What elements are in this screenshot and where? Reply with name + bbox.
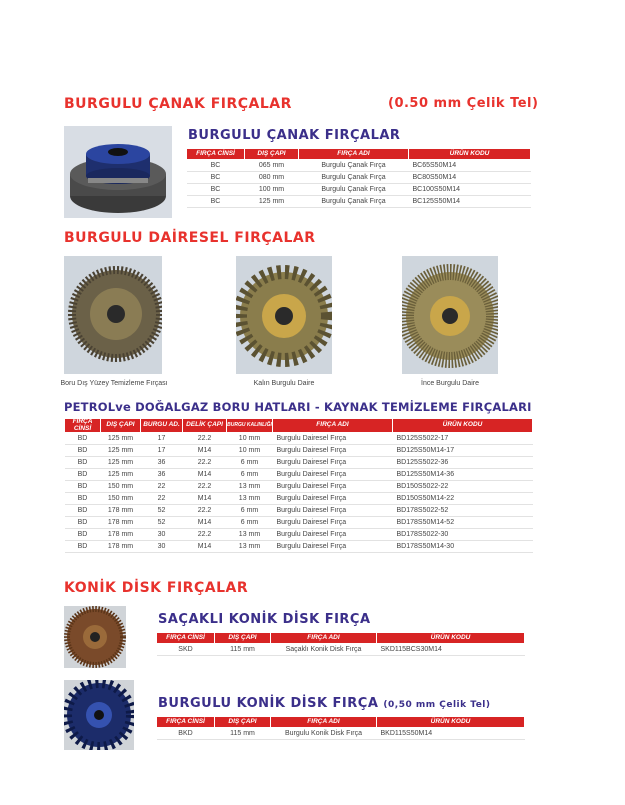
subtitle-twisted-conical-spec: (0,50 mm Çelik Tel) — [383, 700, 491, 710]
col-header: DIŞ ÇAPI — [215, 633, 271, 644]
cell: Burgulu Dairesel Fırça — [273, 517, 393, 529]
twisted-conical-brush-image — [64, 680, 134, 750]
cell: 36 — [141, 457, 183, 469]
table-row — [187, 196, 531, 208]
cell: 125 mm — [101, 469, 141, 481]
subtitle-cup-brushes: BURGULU ÇANAK FIRÇALAR — [188, 128, 401, 143]
table-row — [65, 481, 533, 493]
cell: 178 mm — [101, 541, 141, 553]
col-header: FIRÇA CİNSİ — [157, 633, 215, 644]
cell: 17 — [141, 445, 183, 457]
cell: Burgulu Dairesel Fırça — [273, 505, 393, 517]
cell: 30 — [141, 529, 183, 541]
cell: 22.2 — [183, 505, 227, 517]
table-row — [65, 505, 533, 517]
cell: BD178S5022-30 — [393, 529, 533, 541]
col-header: FIRÇA ADI — [273, 419, 393, 433]
cell: BC65S50M14 — [409, 160, 531, 172]
cell: M14 — [183, 493, 227, 505]
cell: M14 — [183, 541, 227, 553]
cell: 6 mm — [227, 505, 273, 517]
cell: BD — [65, 481, 101, 493]
cell: BD — [65, 457, 101, 469]
cell: 10 mm — [227, 433, 273, 445]
cell: Burgulu Dairesel Fırça — [273, 457, 393, 469]
cell: Burgulu Dairesel Fırça — [273, 481, 393, 493]
cell: BD — [65, 529, 101, 541]
table-row — [65, 433, 533, 445]
cell: BD125S5022-17 — [393, 433, 533, 445]
caption-thick-brush: Kalın Burgulu Daire — [253, 380, 315, 387]
cell: BC80S50M14 — [409, 172, 531, 184]
table-row — [65, 445, 533, 457]
cell: Burgulu Çanak Fırça — [299, 184, 409, 196]
table-row — [157, 728, 525, 740]
cell: 178 mm — [101, 529, 141, 541]
cell: BD150S50M14-22 — [393, 493, 533, 505]
cup-brush-image — [64, 126, 172, 218]
cell: Burgulu Çanak Fırça — [299, 172, 409, 184]
section-title-circular-brushes: BURGULU DAİRESEL FIRÇALAR — [64, 230, 316, 246]
cell: 17 — [141, 433, 183, 445]
cell: BD125S50M14-17 — [393, 445, 533, 457]
cell: 52 — [141, 517, 183, 529]
cell: Burgulu Dairesel Fırça — [273, 469, 393, 481]
cup-brush-table — [186, 148, 531, 208]
cell: 52 — [141, 505, 183, 517]
cell: BD178S50M14-52 — [393, 517, 533, 529]
cell: Burgulu Çanak Fırça — [299, 196, 409, 208]
cell: 22.2 — [183, 433, 227, 445]
cell: BC — [187, 172, 245, 184]
section-spec-wire: (0.50 mm Çelik Tel) — [388, 96, 539, 111]
cell: BKD115S50M14 — [377, 728, 525, 740]
cell: Burgulu Dairesel Fırça — [273, 529, 393, 541]
cell: 150 mm — [101, 481, 141, 493]
cell: BD — [65, 433, 101, 445]
cell: BD125S50M14-36 — [393, 469, 533, 481]
thick-twisted-brush-image — [236, 256, 332, 374]
cell: Burgulu Dairesel Fırça — [273, 493, 393, 505]
cell: BKD — [157, 728, 215, 740]
col-header: FIRÇA CİNSİ — [157, 717, 215, 728]
cell: BC — [187, 160, 245, 172]
subtitle-twisted-conical — [158, 696, 491, 711]
cell: 22.2 — [183, 457, 227, 469]
col-header: DIŞ ÇAPI — [215, 717, 271, 728]
cell: 178 mm — [101, 505, 141, 517]
cell: 36 — [141, 469, 183, 481]
cell: 10 mm — [227, 445, 273, 457]
cell: BD — [65, 469, 101, 481]
cell: BD — [65, 505, 101, 517]
caption-thin-brush: İnce Burgulu Daire — [421, 380, 479, 387]
cell: 125 mm — [101, 457, 141, 469]
cell: Burgulu Çanak Fırça — [299, 160, 409, 172]
cell: BD — [65, 541, 101, 553]
cell: 22.2 — [183, 481, 227, 493]
cell: BD — [65, 517, 101, 529]
twisted-conical-table — [156, 716, 525, 740]
cell: Saçaklı Konik Disk Fırça — [271, 644, 377, 656]
cell: BD150S5022-22 — [393, 481, 533, 493]
col-header: DIŞ ÇAPI — [245, 149, 299, 160]
col-header: ÜRÜN KODU — [377, 633, 525, 644]
table-row — [187, 160, 531, 172]
cell: 115 mm — [215, 728, 271, 740]
cell: Burgulu Konik Disk Fırça — [271, 728, 377, 740]
cell: 6 mm — [227, 469, 273, 481]
cell: 30 — [141, 541, 183, 553]
section-title-cup-brushes: BURGULU ÇANAK FIRÇALAR — [64, 96, 292, 112]
cell: BD178S5022-52 — [393, 505, 533, 517]
col-header: ÜRÜN KODU — [377, 717, 525, 728]
cell: BD — [65, 493, 101, 505]
cell: 080 mm — [245, 172, 299, 184]
cell: 22 — [141, 481, 183, 493]
cell: BD125S5022-36 — [393, 457, 533, 469]
cell: BC — [187, 196, 245, 208]
cell: 13 mm — [227, 541, 273, 553]
cell: 100 mm — [245, 184, 299, 196]
cell: 125 mm — [245, 196, 299, 208]
cell: Burgulu Dairesel Fırça — [273, 433, 393, 445]
cell: SKD — [157, 644, 215, 656]
cell: M14 — [183, 445, 227, 457]
caption-pipe-brush: Boru Dış Yüzey Temizleme Fırçası — [60, 380, 168, 387]
cell: BC125S50M14 — [409, 196, 531, 208]
cell: 6 mm — [227, 457, 273, 469]
col-header: FIRÇA ADI — [299, 149, 409, 160]
pipe-brush-image — [64, 256, 162, 374]
section-title-conical-brushes: KONİK DİSK FIRÇALAR — [64, 580, 249, 596]
cell: Burgulu Dairesel Fırça — [273, 541, 393, 553]
table-row — [65, 457, 533, 469]
table-row — [157, 644, 525, 656]
cell: M14 — [183, 517, 227, 529]
table-row — [65, 493, 533, 505]
subtitle-pipeline-brushes: PETROLve DOĞALGAZ BORU HATLARI - KAYNAK TEMİZLEME FIRÇALARI — [64, 400, 532, 414]
cell: 115 mm — [215, 644, 271, 656]
cell: 125 mm — [101, 433, 141, 445]
cell: SKD115BCS30M14 — [377, 644, 525, 656]
col-header: DELİK ÇAPI — [183, 419, 227, 433]
cell: M14 — [183, 469, 227, 481]
cell: 13 mm — [227, 493, 273, 505]
col-header: BURGU KALINLIĞI — [227, 419, 273, 433]
col-header: FIRÇA CİNSİ — [65, 419, 101, 433]
table-row — [187, 184, 531, 196]
cell: Burgulu Dairesel Fırça — [273, 445, 393, 457]
col-header: FIRÇA ADI — [271, 633, 377, 644]
col-header: DIŞ ÇAPI — [101, 419, 141, 433]
fringed-conical-brush-image — [64, 606, 126, 668]
subtitle-twisted-conical-text: BURGULU KONİK DİSK FIRÇA — [158, 696, 379, 711]
cell: BC100S50M14 — [409, 184, 531, 196]
col-header: FIRÇA CİNSİ — [187, 149, 245, 160]
cell: 22 — [141, 493, 183, 505]
fringed-conical-table — [156, 632, 525, 656]
table-row — [187, 172, 531, 184]
cell: 13 mm — [227, 481, 273, 493]
table-row — [65, 529, 533, 541]
col-header: FIRÇA ADI — [271, 717, 377, 728]
cell: BD178S50M14-30 — [393, 541, 533, 553]
cell: 6 mm — [227, 517, 273, 529]
cell: 178 mm — [101, 517, 141, 529]
cell: 22.2 — [183, 529, 227, 541]
circular-brush-table — [64, 418, 533, 553]
cell: 065 mm — [245, 160, 299, 172]
cell: 150 mm — [101, 493, 141, 505]
subtitle-fringed-conical: SAÇAKLI KONİK DİSK FIRÇA — [158, 612, 371, 627]
thin-twisted-brush-image — [402, 256, 498, 374]
table-row — [65, 469, 533, 481]
col-header: BURGU AD. — [141, 419, 183, 433]
table-row — [65, 517, 533, 529]
cell: 125 mm — [101, 445, 141, 457]
table-row — [65, 541, 533, 553]
cell: BC — [187, 184, 245, 196]
col-header: ÜRÜN KODU — [393, 419, 533, 433]
cell: BD — [65, 445, 101, 457]
col-header: ÜRÜN KODU — [409, 149, 531, 160]
cell: 13 mm — [227, 529, 273, 541]
